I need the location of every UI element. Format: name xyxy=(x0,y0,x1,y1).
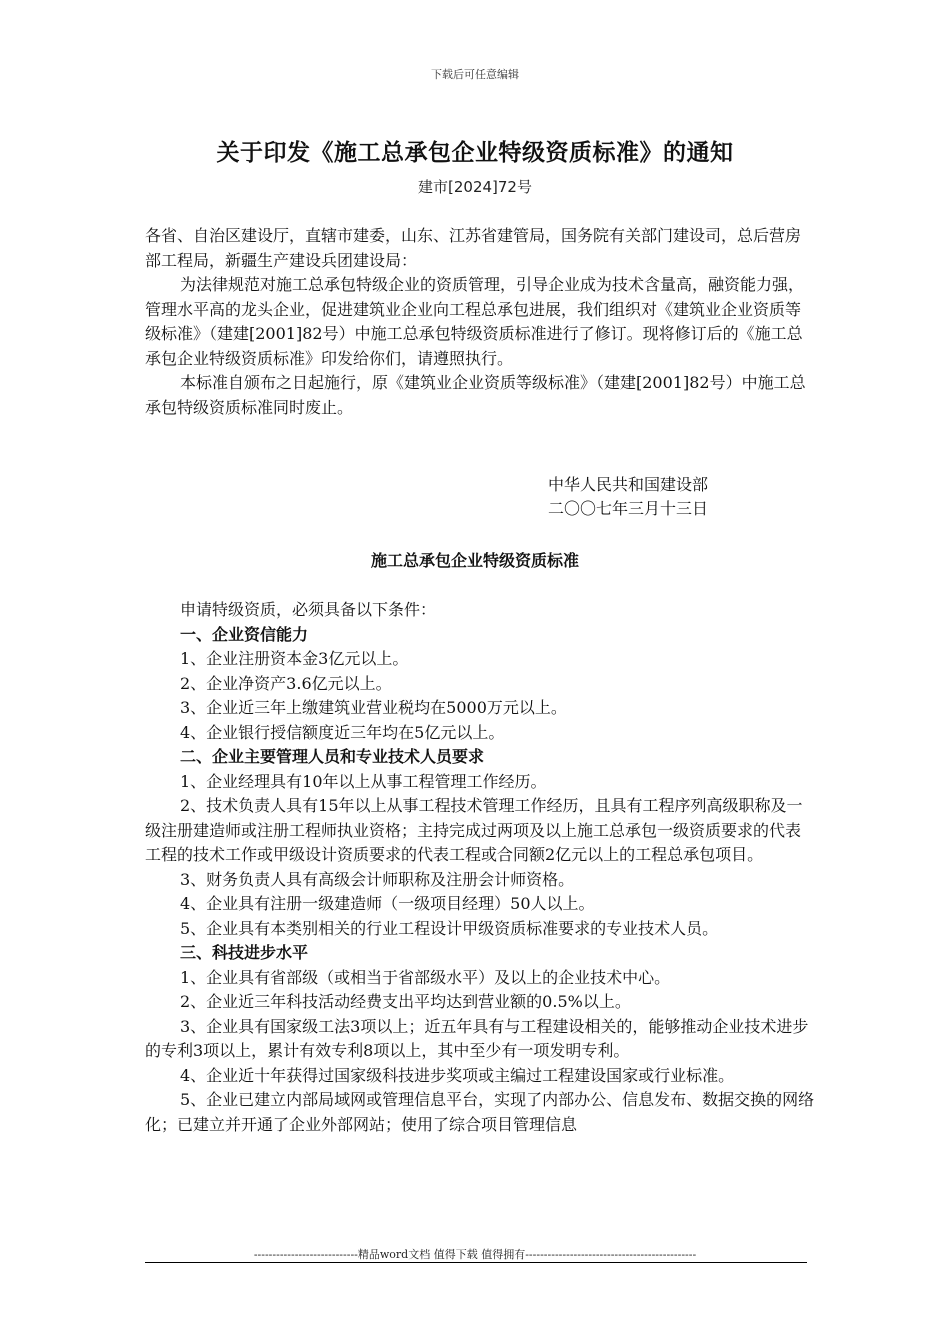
list-item: 5、企业已建立内部局域网或管理信息平台，实现了内部办公、信息发布、数据交换的网络化；已建立并开通了企业外部网站；使用了综合项目管理信息 xyxy=(145,1090,815,1134)
list-item: 1、企业经理具有10年以上从事工程管理工作经历。 xyxy=(180,771,547,791)
list-item: 4、企业具有注册一级建造师（一级项目经理）50人以上。 xyxy=(180,894,595,913)
standard-title: 施工总承包企业特级资质标准 xyxy=(370,551,579,570)
list-item: 4、企业近十年获得过国家级科技进步奖项或主编过工程建设国家或行业标准。 xyxy=(180,1065,735,1085)
list-item: 1、企业具有省部级（或相当于省部级水平）及以上的企业技术中心。 xyxy=(180,967,671,987)
list-item: 3、企业具有国家级工法3项以上；近五年具有与工程建设相关的，能够推动企业技术进步的专利3项以上，累计有效专利8项以上，其中至少有一项发明专利。 xyxy=(145,1016,809,1060)
list-item: 3、企业近三年上缴建筑业营业税均在5000万元以上。 xyxy=(180,698,567,717)
footer-rule xyxy=(145,1262,807,1263)
section-2-heading: 二、企业主要管理人员和专业技术人员要求 xyxy=(180,747,485,766)
list-item: 5、企业具有本类别相关的行业工程设计甲级资质标准要求的专业技术人员。 xyxy=(180,918,719,938)
intro: 申请特级资质，必须具备以下条件： xyxy=(180,600,437,619)
section-1-heading: 一、企业资信能力 xyxy=(180,624,309,644)
list-item: 3、财务负责人具有高级会计师职称及注册会计师资格。 xyxy=(180,869,575,889)
document-title: 关于印发《施工总承包企业特级资质标准》的通知 xyxy=(216,140,734,166)
header-note: 下载后可任意编辑 xyxy=(431,68,519,81)
signature-org: 中华人民共和国建设部 xyxy=(548,475,709,494)
document-number: 建市[2024]72号 xyxy=(418,178,532,196)
list-item: 2、企业净资产3.6亿元以上。 xyxy=(180,673,392,693)
signature-date: 二〇〇七年三月十三日 xyxy=(548,499,709,518)
standard-body xyxy=(145,598,815,1137)
list-item: 2、技术负责人具有15年以上从事工程技术管理工作经历，且具有工程序列高级职称及一级注册建造师或注册工程师执业资格；主持完成过两项及以上施工总承包一级资质要求的代表工程的技术工作或甲级设计资质要求的代表工程或合同额2亿元以上的工程总承包项目。 xyxy=(145,796,803,864)
recipients: 各省、自治区建设厅，直辖市建委，山东、江苏省建管局，国务院有关部门建设司，总后营房部工程局，新疆生产建设兵团建设局： xyxy=(145,226,802,270)
list-item: 1、企业注册资本金3亿元以上。 xyxy=(180,649,409,668)
list-item: 4、企业银行授信额度近三年均在5亿元以上。 xyxy=(180,722,505,742)
paragraph-2: 本标准自颁布之日起施行，原《建筑业企业资质等级标准》（建建[2001]82号）中施工总承包特级资质标准同时废止。 xyxy=(145,373,806,417)
paragraph-1: 为法律规范对施工总承包特级企业的资质管理，引导企业成为技术含量高，融资能力强，管理水平高的龙头企业，促进建筑业企业向工程总承包进展，我们组织对《建筑业企业资质等级标准》（建建[2001]82号）中施工总承包特级资质标准进行了修订。现将修订后的《施工总承包企业特级资质标准》印发给你们，请遵照执行。 xyxy=(145,275,805,368)
section-3-heading: 三、科技进步水平 xyxy=(180,943,309,962)
list-item: 2、企业近三年科技活动经费支出平均达到营业额的0.5%以上。 xyxy=(180,992,631,1011)
notice-body xyxy=(145,224,815,420)
footer-text: ----------------------------精品word文档 值得下载 值得拥有---------------------------------------------- xyxy=(253,1248,697,1261)
